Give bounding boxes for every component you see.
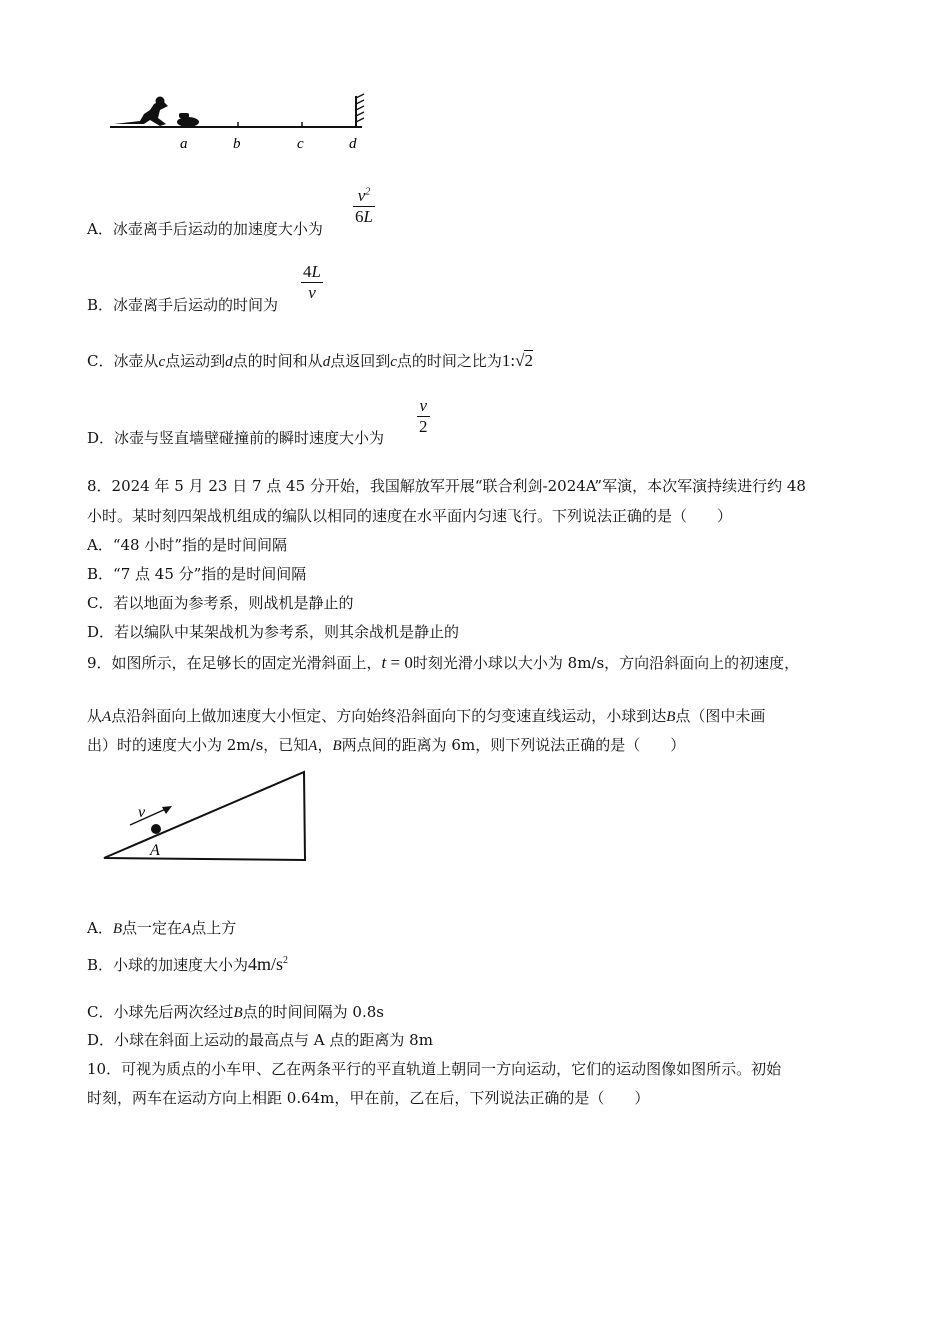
q7-option-a — [87, 219, 323, 239]
athlete-icon — [114, 97, 168, 127]
q7-option-a-text: A．冰壶离手后运动的加速度大小为 — [87, 220, 323, 238]
fraction-numerator: 4L — [303, 262, 321, 281]
q7-option-b — [87, 295, 278, 315]
q10-stem-line1: 10．可视为质点的小车甲、乙在两条平行的平直轨道上朝同一方向运动，它们的运动图像如图所示。初始 — [87, 1060, 782, 1078]
q8-stem-line2: 小时。某时刻四架战机组成的编队以相同的速度在水平面内匀速飞行。下列说法正确的是（ ） — [87, 507, 733, 525]
q7-option-d-text: D．冰壶与竖直墙壁碰撞前的瞬时速度大小为 — [87, 429, 385, 447]
fraction-denominator: 6L — [355, 207, 373, 226]
ratio: 1:√2 — [501, 351, 533, 370]
label-c: c — [297, 136, 304, 152]
fig-label-v: v — [138, 804, 146, 821]
q9-stem-line1: 9．如图所示，在足够长的固定光滑斜面上，t = 0时刻光滑小球以大小为 8m/s，方向沿斜面向上的初速度， — [87, 653, 800, 672]
q8-stem-line1: 8．2024 年 5 月 23 日 7 点 45 分开始，我国解放军开展“联合利剑-2024A”军演，本次军演持续进行约 48 — [87, 477, 806, 495]
q9-option-c: C．小球先后两次经过B点的时间间隔为 0.8s — [87, 1003, 384, 1021]
q7-option-b-text: B．冰壶离手后运动的时间为 — [87, 296, 279, 314]
fig-label-A: A — [150, 842, 160, 859]
q9-stem-line2: 从A点沿斜面向上做加速度大小恒定、方向始终沿斜面向下的匀变速直线运动，小球到达B点（图中未画 — [87, 707, 766, 725]
q9-option-d: D．小球在斜面上运动的最高点与 A 点的距离为 8m — [87, 1031, 433, 1049]
q7-option-a-fraction — [353, 186, 375, 227]
label-a: a — [180, 136, 188, 152]
q8-option-d: D．若以编队中某架战机为参考系，则其余战机是静止的 — [87, 623, 460, 641]
ball — [151, 824, 161, 834]
label-b: b — [233, 136, 241, 152]
curling-track-figure — [100, 88, 390, 158]
incline-figure — [100, 765, 315, 865]
q7-option-b-fraction — [301, 262, 323, 303]
fraction-denominator: 2 — [419, 417, 428, 436]
q9-option-b: B．小球的加速度大小为$4m/s^2$ — [87, 954, 289, 974]
q10-stem-line2: 时刻，两车在运动方向上相距 0.64m，甲在前，乙在后，下列说法正确的是（ ） — [87, 1089, 650, 1107]
velocity-arrow — [130, 808, 168, 825]
fraction-numerator: $v^2$ — [357, 186, 371, 205]
q8-option-b: B．“7 点 45 分”指的是时间间隔 — [87, 565, 307, 583]
label-d: d — [349, 136, 357, 152]
q8-option-a: A．“48 小时”指的是时间间隔 — [87, 536, 288, 554]
fraction-denominator: v — [308, 283, 316, 302]
q9-option-a: A．B点一定在A点上方 — [87, 919, 237, 937]
q7-option-d-fraction — [417, 396, 430, 437]
fraction-numerator: v — [419, 396, 428, 415]
q7-option-c: C．冰壶从c点运动到d点的时间和从d点返回到c点的时间之比为1:√2 — [87, 351, 533, 370]
curling-stone-icon — [177, 113, 199, 127]
q9-stem-line3: 出）时的速度大小为 2m/s，已知A，B两点间的距离为 6m，则下列说法正确的是（ ） — [87, 736, 686, 754]
q7-option-d — [87, 428, 384, 448]
q8-option-c: C．若以地面为参考系，则战机是静止的 — [87, 594, 354, 612]
